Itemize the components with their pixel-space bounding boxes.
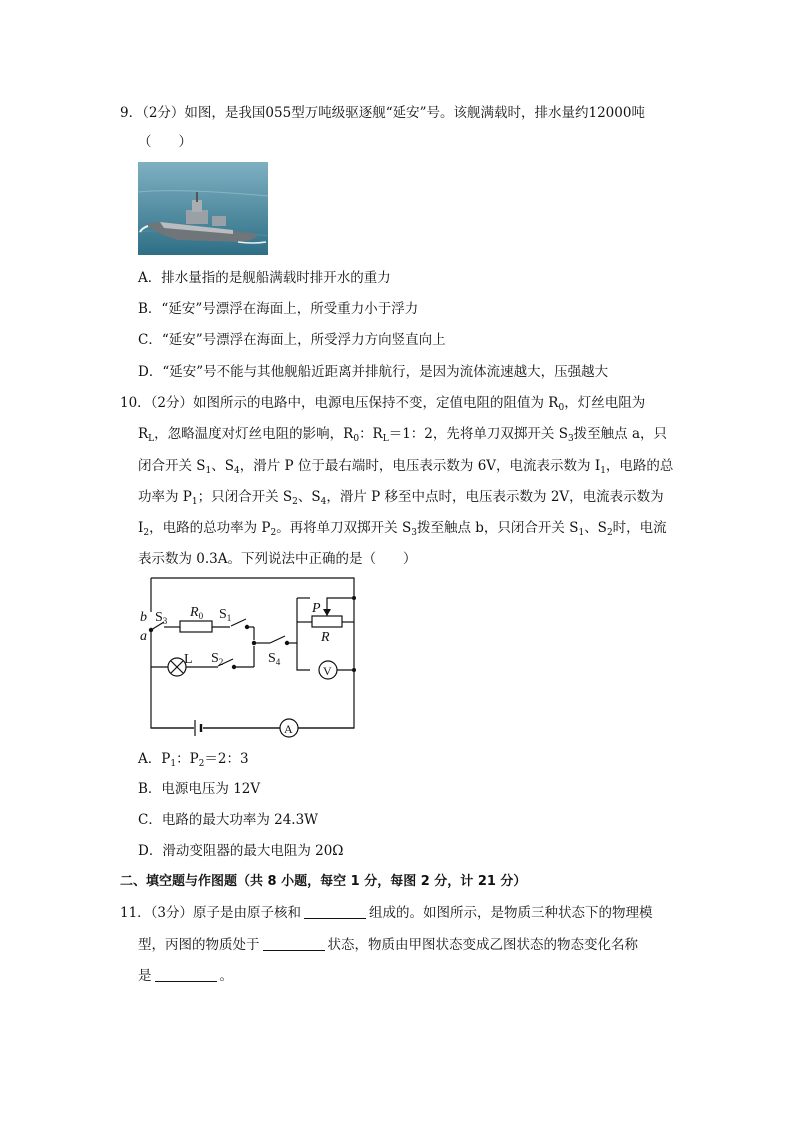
label-s4: $S_4$ — [268, 651, 281, 667]
q10-option-d: D．滑动变阻器的最大电阻为 20Ω — [138, 843, 344, 859]
q10-line-4: 功率为 $P_1$；只闭合开关 $S_2$、$S_4$，滑片 P 移至中点时，电压表示数为 2V，电流表示数为 — [138, 489, 664, 507]
q10-line-2: $R_L$，忽略温度对灯丝电阻的影响，$R_0$：$R_L=1$：2，先将单刀双掷开关 $S_3$拨至触点 a，只 — [138, 426, 668, 444]
q9-option-c: C．“延安”号漂浮在海面上，所受浮力方向竖直向上 — [138, 332, 446, 348]
label-p: P — [312, 601, 321, 616]
q11-line-2: 型，丙图的物质处于 状态，物质由甲图状态变成乙图状态的物态变化名称 — [138, 937, 638, 953]
q10-option-a: A．$P_1$：$P_2=2$：3 — [138, 751, 249, 769]
q10-line-1: 10．（2分）如图所示的电路中，电源电压保持不变，定值电阻的阻值为 $R_0$，灯丝电阻为 — [120, 395, 646, 413]
q9-option-d: D．“延安”号不能与其他舰船近距离并排航行，是因为流体流速越大，压强越大 — [138, 364, 609, 380]
q11-line-3: 是 。 — [138, 968, 233, 984]
label-s3: $S_3$ — [155, 610, 168, 626]
q11-blank-3[interactable] — [155, 967, 217, 982]
q10-line-5: $I_2$，电路的总功率为 $P_2$。再将单刀双掷开关 $S_3$拨至触点 b，只闭合开关 $S_1$、$S_2$时，电流 — [138, 520, 667, 538]
q9-stem: 9．（2分）如图，是我国055型万吨级驱逐舰“延安”号。该舰满载时，排水量约12000吨 — [120, 105, 645, 121]
ammeter-label: A — [284, 722, 293, 736]
destroyer-ship-photo — [138, 162, 268, 255]
q10-option-b: B．电源电压为 12V — [138, 781, 261, 797]
q10-option-c: C．电路的最大功率为 24.3W — [138, 812, 319, 828]
label-r: R — [321, 630, 330, 645]
q9-option-b: B．“延安”号漂浮在海面上，所受重力小于浮力 — [138, 301, 419, 317]
label-s2: $S_2$ — [211, 651, 224, 667]
label-s1: $S_1$ — [219, 607, 232, 623]
q11-blank-2[interactable] — [263, 936, 325, 951]
label-a: a — [140, 629, 147, 644]
q10-line-6: 表示数为 0.3A。下列说法中正确的是（ ） — [138, 551, 417, 567]
q10-line-3: 闭合开关 $S_1$、$S_4$，滑片 P 位于最右端时，电压表示数为 6V，电流表示数为 $I_1$，电路的总 — [138, 458, 674, 476]
label-l: L — [184, 652, 193, 667]
label-r0: $R_0$ — [190, 605, 204, 621]
q11-blank-1[interactable] — [304, 904, 366, 919]
voltmeter-label: V — [323, 664, 332, 678]
q9-option-a: A．排水量指的是舰船满载时排开水的重力 — [138, 270, 391, 286]
circuit-diagram — [132, 570, 364, 742]
section-2-heading: 二、填空题与作图题（共 8 小题，每空 1 分，每图 2 分，计 21 分） — [120, 874, 527, 889]
q11-line-1: 11．（3分）原子是由原子核和 组成的。如图所示，是物质三种状态下的物理模 — [120, 905, 653, 921]
label-b: b — [140, 610, 147, 625]
q9-bracket: （ ） — [138, 134, 192, 150]
